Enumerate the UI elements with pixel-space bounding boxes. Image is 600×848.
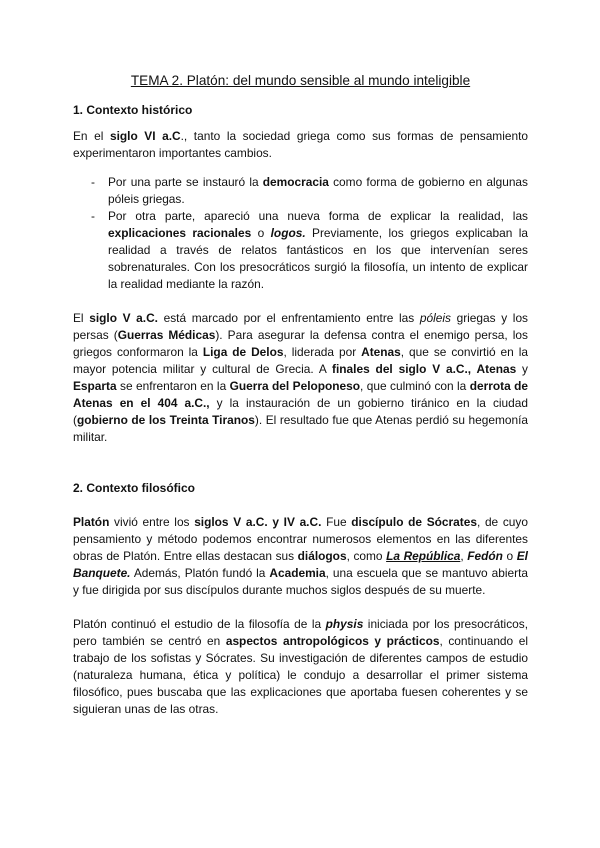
section-heading-historical: 1. Contexto histórico: [73, 103, 193, 117]
paragraph-physis: Platón continuó el estudio de la filosofía de la physis iniciada por los presocráticos, pero también se centró en aspectos antropológicos y prácticos, continuando el trabajo de los sofistas y Sócrates. Su investigación de diferentes campos de estudio (naturaleza humana, ética y política) le condujo a desarrollar el primer sistema filosófico, pues buscaba que las explicaciones que aportaba fuesen coherentes y se siguieran unas de las otras.: [73, 617, 528, 716]
section-heading-philosophical: 2. Contexto filosófico: [73, 481, 196, 495]
bullet-list: [73, 174, 528, 293]
paragraph-plato-life: Platón vivió entre los siglos V a.C. y IV a.C. Fue discípulo de Sócrates, de cuyo pensamiento y método podemos encontrar numerosos elementos en las diferentes obras de Platón. Entre ellas destacan sus diálogos, como La República, Fedón o El Banquete. Además, Platón fundó la Academia, una escuela que se mantuvo abierta y fue dirigida por sus discípulos durante muchos siglos después de su muerte.: [73, 515, 528, 597]
page-title: TEMA 2. Platón: del mundo sensible al mundo inteligible: [130, 73, 471, 88]
document-page: [73, 72, 528, 718]
list-item: - Por otra parte, apareció una nueva forma de explicar la realidad, las explicaciones racionales o logos. Previamente, los griegos explicaban la realidad a través de relatos fantásticos en los que intervenían seres sobrenaturales. Con los presocráticos surgió la filosofía, un intento de explicar la realidad mediante la razón.: [91, 209, 528, 291]
paragraph-intro: En el siglo VI a.C., tanto la sociedad griega como sus formas de pensamiento experimentaron importantes cambios.: [73, 129, 528, 160]
list-item: - Por una parte se instauró la democracia como forma de gobierno en algunas póleis griegas.: [91, 175, 528, 206]
paragraph-fifth-century: El siglo V a.C. está marcado por el enfrentamiento entre las póleis griegas y los persas (Guerras Médicas). Para asegurar la defensa contra el enemigo persa, los griegos conformaron la Liga de Delos, liderada por Atenas, que se convirtió en la mayor potencia militar y cultural de Grecia. A finales del siglo V a.C., Atenas y Esparta se enfrentaron en la Guerra del Peloponeso, que culminó con la derrota de Atenas en el 404 a.C., y la instauración de un gobierno tiránico en la ciudad (gobierno de los Treinta Tiranos). El resultado fue que Atenas perdió su hegemonía militar.: [73, 311, 529, 444]
